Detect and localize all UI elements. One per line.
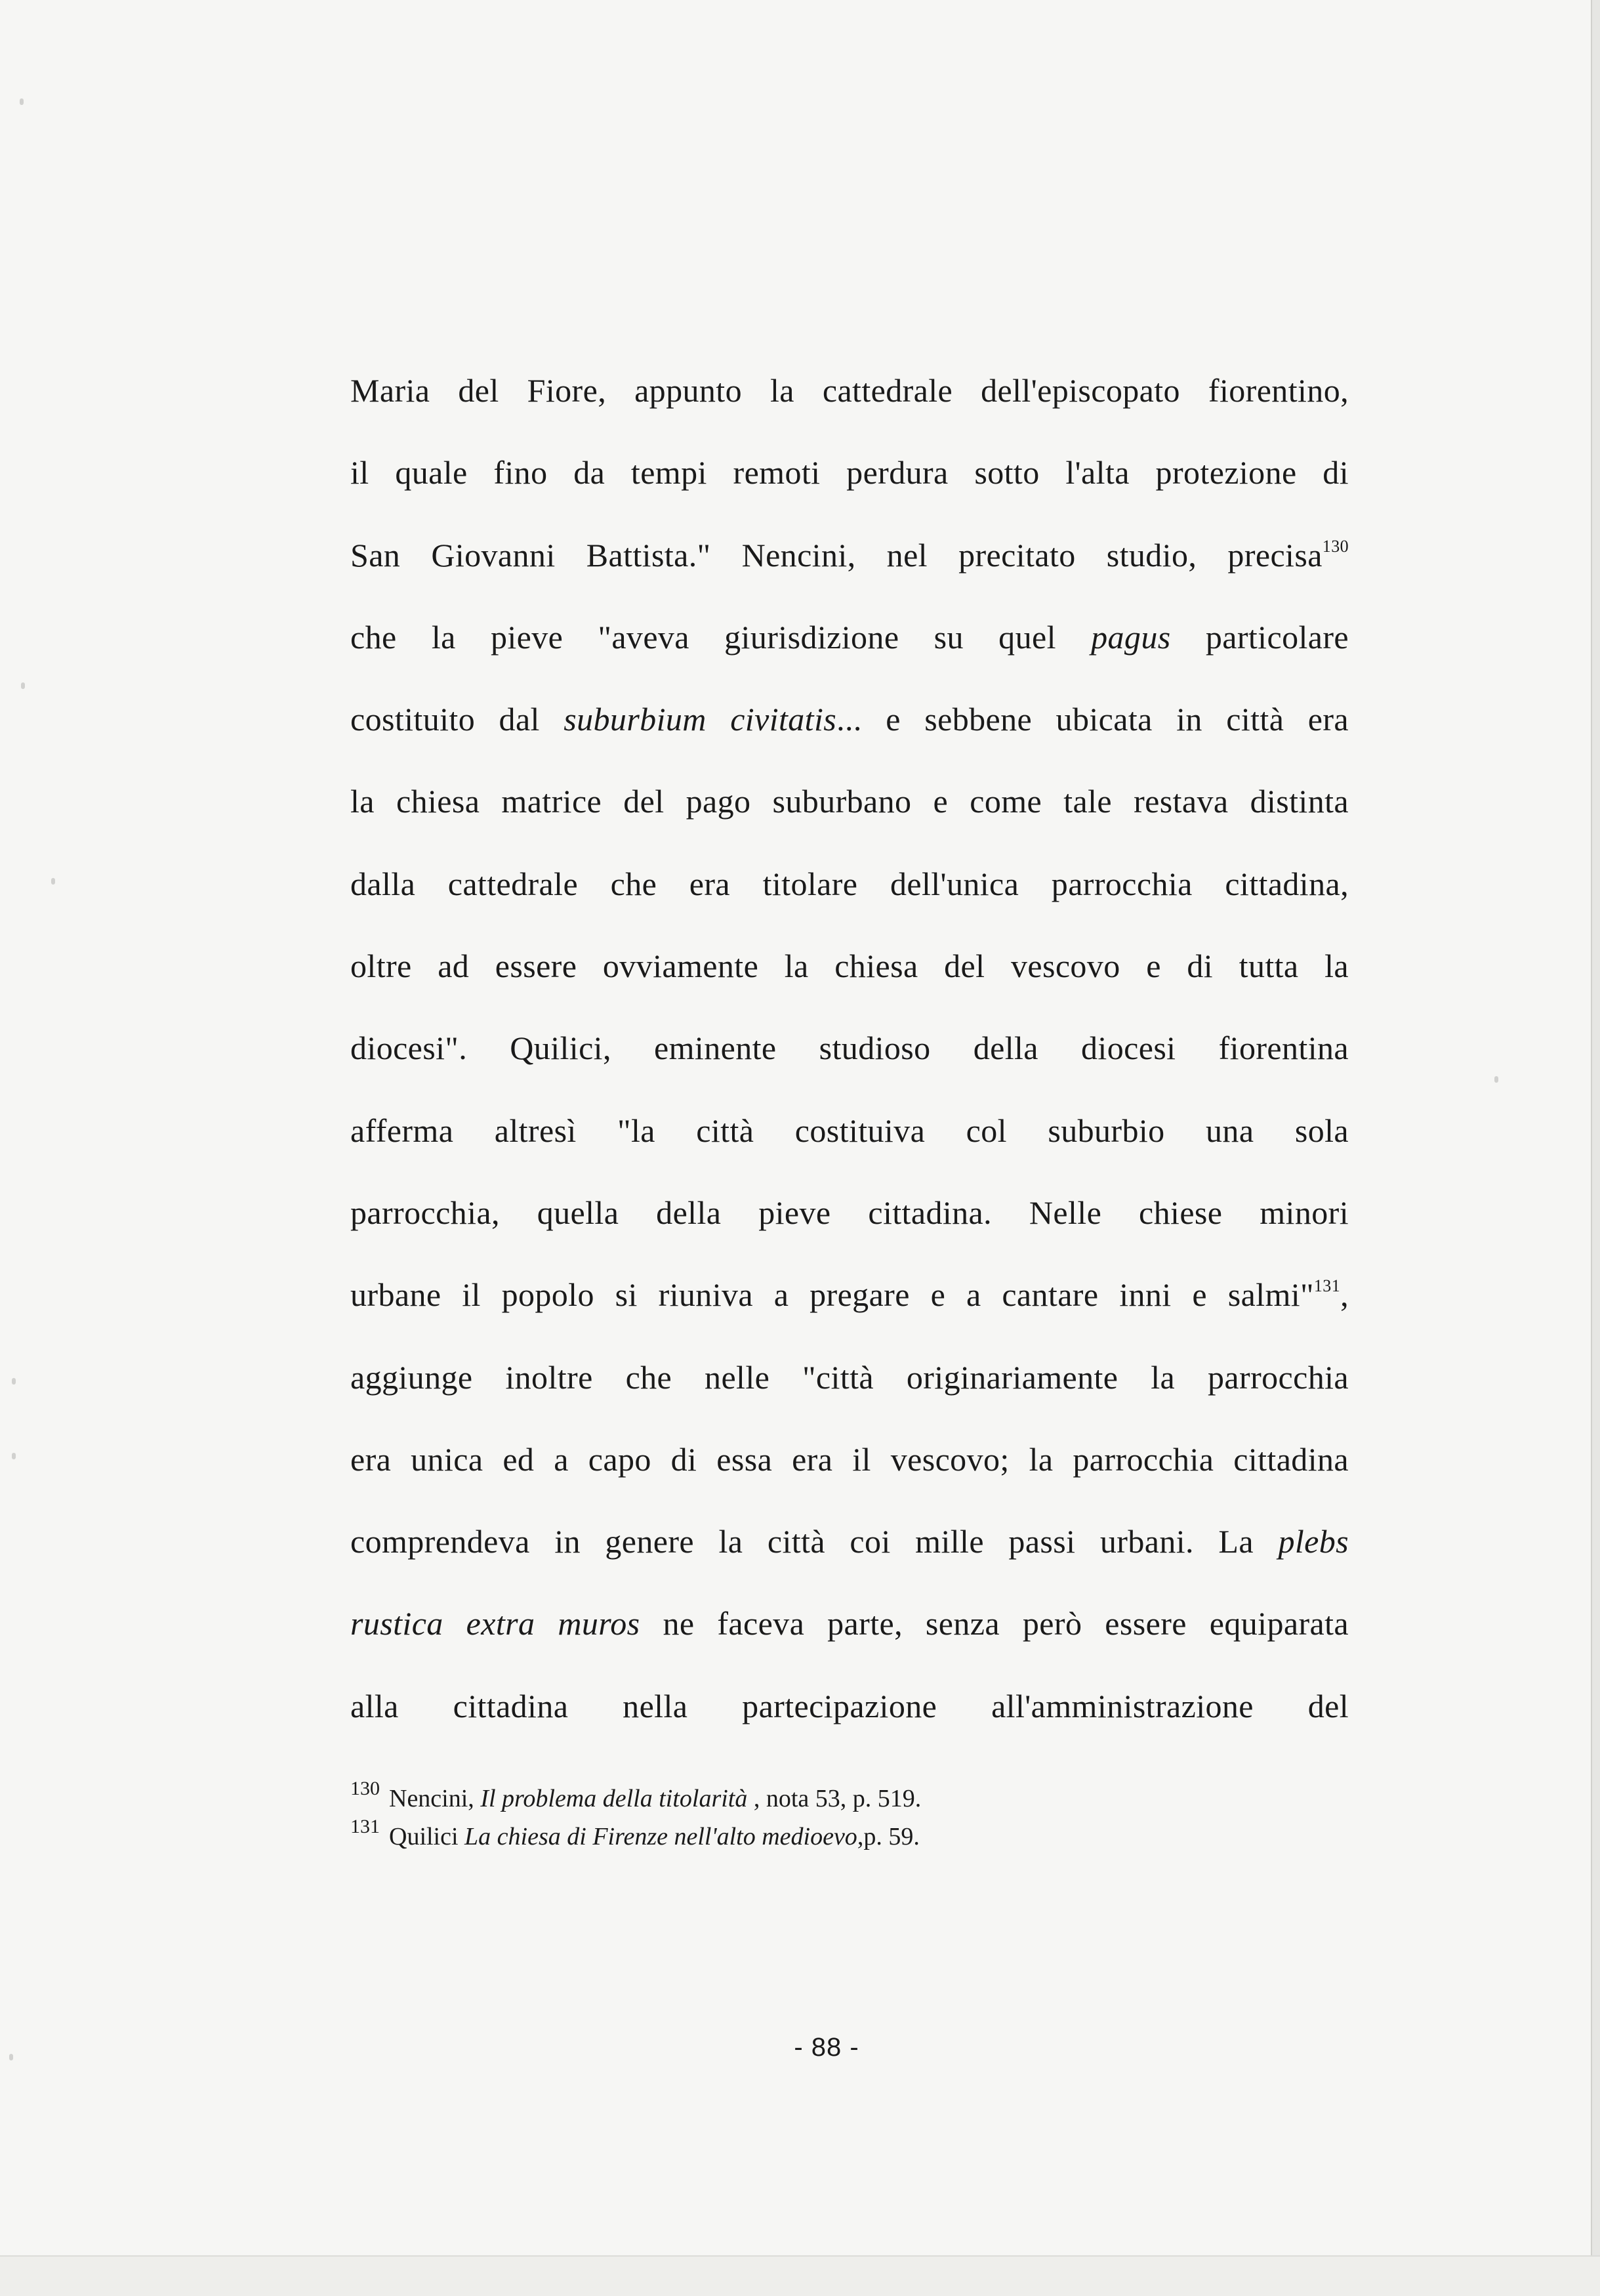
scan-speck bbox=[9, 2054, 13, 2060]
scan-speck bbox=[51, 878, 55, 885]
page-edge-right bbox=[1591, 0, 1600, 2296]
scan-speck bbox=[1494, 1076, 1498, 1083]
text-line: dalla cattedrale che era titolare dell'unica parrocchia cittadina, bbox=[350, 865, 1349, 902]
footnote-ref-130: 130 bbox=[1322, 536, 1349, 556]
text-line: costituito dal suburbium civitatis... e sebbene ubicata in città era bbox=[350, 701, 1349, 738]
page-number: - 88 - bbox=[794, 2033, 859, 2062]
scan-speck bbox=[12, 1378, 16, 1385]
text-line: rustica extra muros ne faceva parte, senza però essere equiparata bbox=[350, 1605, 1349, 1642]
text-line: parrocchia, quella della pieve cittadina. Nelle chiese minori bbox=[350, 1194, 1349, 1231]
body-text bbox=[350, 354, 1349, 1752]
scan-speck bbox=[12, 1453, 16, 1459]
scan-speck bbox=[20, 98, 24, 105]
text-line: che la pieve "aveva giurisdizione su quel pagus particolare bbox=[350, 618, 1349, 656]
footnote-ref-131: 131 bbox=[1313, 1276, 1341, 1296]
text-line: San Giovanni Battista." Nencini, nel precitato studio, precisa$^{130}$ bbox=[350, 536, 1349, 574]
text-line: alla cittadina nella partecipazione all'amministrazione del bbox=[350, 1687, 1349, 1724]
page-edge-bottom bbox=[0, 2255, 1600, 2296]
text-line: era unica ed a capo di essa era il vescovo; la parrocchia cittadina bbox=[350, 1440, 1349, 1478]
text-line: comprendeva in genere la città coi mille passi urbani. La plebs bbox=[350, 1523, 1349, 1560]
text-line: diocesi". Quilici, eminente studioso della diocesi fiorentina bbox=[350, 1030, 1349, 1067]
text-line: Maria del Fiore, appunto la cattedrale dell'episcopato fiorentino, bbox=[350, 372, 1349, 409]
text-line: il quale fino da tempi remoti perdura sotto l'alta protezione di bbox=[350, 454, 1349, 491]
scan-speck bbox=[21, 682, 25, 689]
text-line: afferma altresì "la città costituiva col suburbio una sola bbox=[350, 1112, 1349, 1149]
text-line: aggiunge inoltre che nelle "città originariamente la parrocchia bbox=[350, 1358, 1349, 1396]
footnote-131: 131 Quilici La chiesa di Firenze nell'alto medioevo,p. 59. bbox=[350, 1816, 920, 1850]
footnote-130: 130 Nencini, Il problema della titolarità , nota 53, p. 519. bbox=[350, 1778, 922, 1812]
text-line: oltre ad essere ovviamente la chiesa del vescovo e di tutta la bbox=[350, 948, 1349, 985]
footnotes bbox=[350, 1780, 1138, 1856]
text-line: la chiesa matrice del pago suburbano e come tale restava distinta bbox=[350, 783, 1349, 820]
text-line: urbane il popolo si riuniva a pregare e a cantare inni e salmi"$^{131}$, bbox=[350, 1276, 1349, 1314]
